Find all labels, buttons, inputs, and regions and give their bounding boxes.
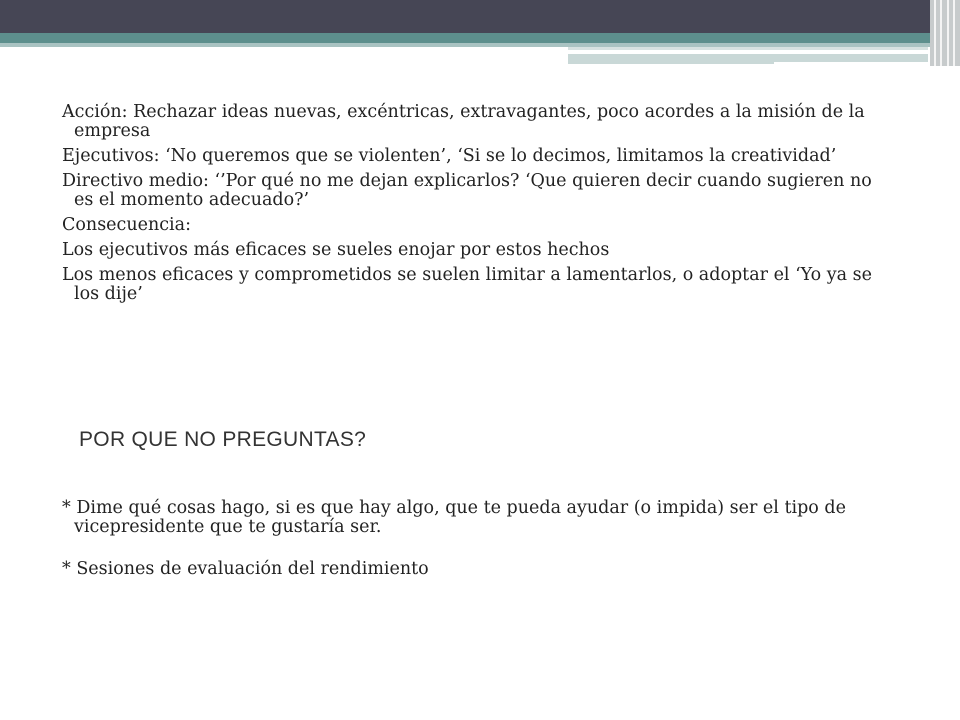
paragraph-accion: Acción: Rechazar ideas nuevas, excéntricas, extravagantes, poco acordes a la misión de la empresa	[62, 102, 865, 141]
paragraph-directivo: Directivo medio: ‘’Por qué no me dejan explicarlos? ‘Que quieren decir cuando sugieren no es el momento adecuado?’	[62, 171, 872, 210]
question-list	[62, 499, 892, 602]
corner-decoration	[930, 0, 960, 66]
paragraph-consecuencia: Consecuencia:	[62, 215, 191, 235]
paragraph-ejecutivos: Ejecutivos: ‘No queremos que se violenten’, ‘Si se lo decimos, limitamos la creatividad’	[62, 146, 837, 166]
paragraph-menos-eficaces: Los menos eficaces y comprometidos se suelen limitar a lamentarlos, o adoptar el ‘Yo ya se los dije’	[62, 265, 872, 304]
divider-line-2	[774, 62, 928, 66]
accent-band	[0, 33, 930, 43]
paragraph-eficaces: Los ejecutivos más eficaces se sueles enojar por estos hechos	[62, 240, 610, 260]
header-bar	[0, 0, 960, 33]
section-heading: POR QUE NO PREGUNTAS?	[79, 428, 367, 451]
list-item: * Dime qué cosas hago, si es que hay algo, que te pueda ayudar (o impida) ser el tipo de vicepresidente que te gustaría ser.	[62, 498, 846, 537]
body-text	[62, 103, 892, 310]
list-item: * Sesiones de evaluación del rendimiento	[62, 559, 429, 579]
divider-line	[565, 50, 890, 52]
